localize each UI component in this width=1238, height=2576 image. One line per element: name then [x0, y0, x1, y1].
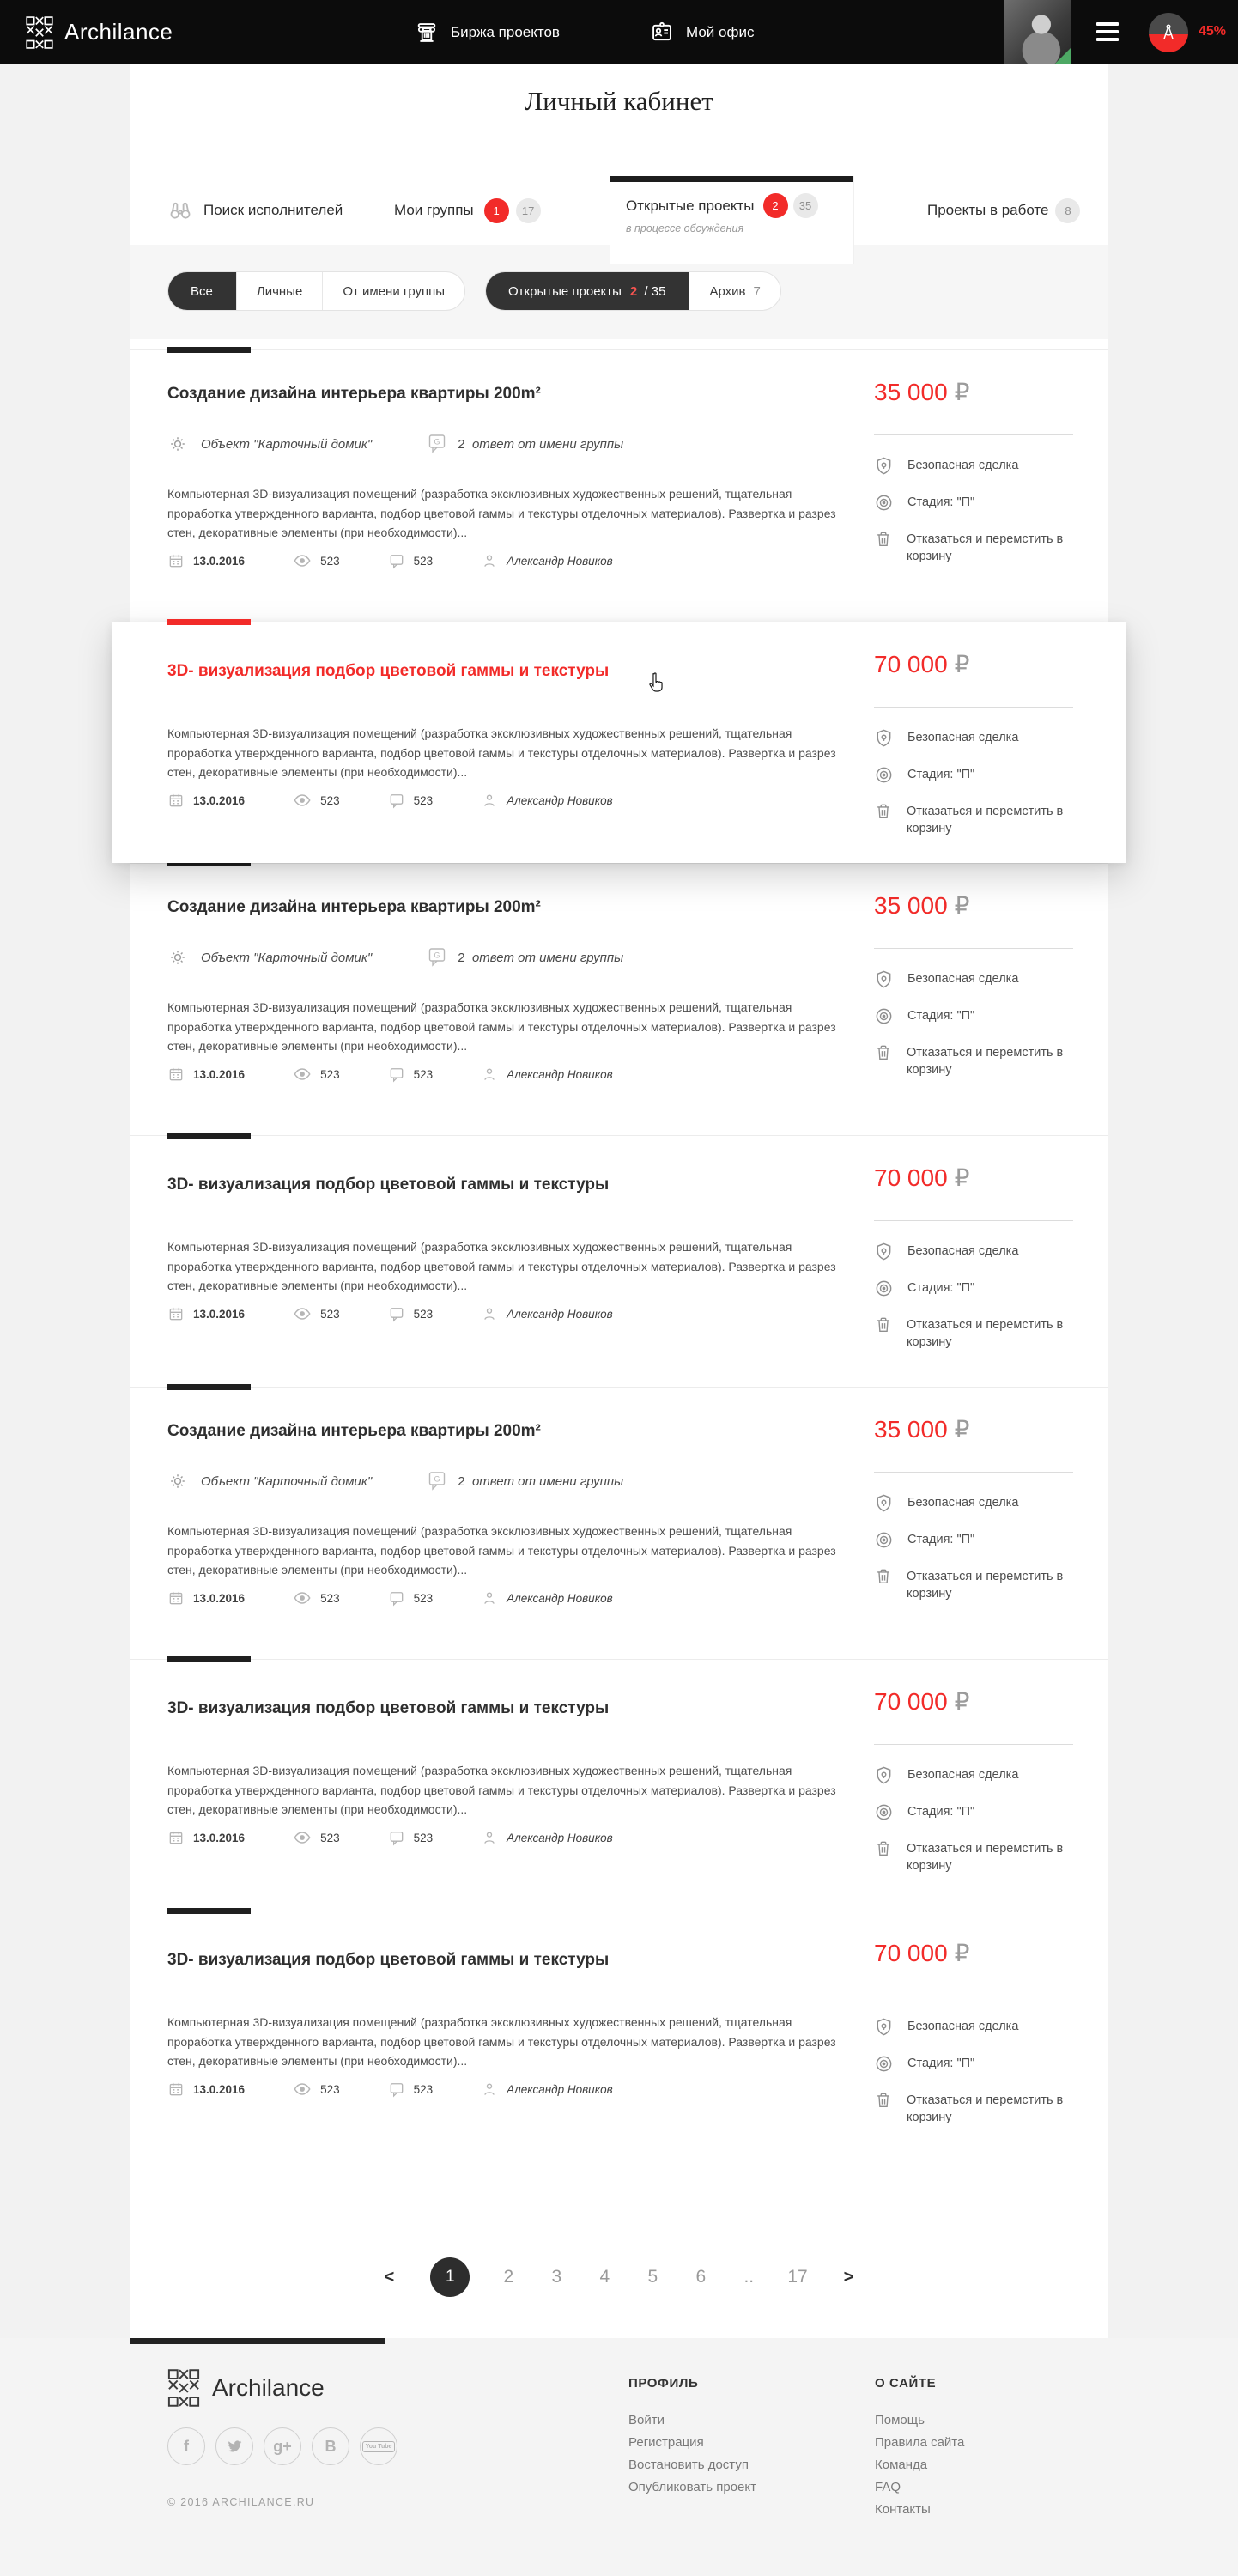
- author-icon: [481, 792, 498, 809]
- author-icon: [481, 1589, 498, 1607]
- profile-progress-value: 45%: [1199, 24, 1227, 39]
- archilance-grid-icon: [167, 2369, 200, 2407]
- object-label[interactable]: Объект "Карточный домик": [201, 950, 373, 965]
- project-stage-label: Стадия: "П": [907, 768, 975, 781]
- group-reply-icon: [427, 946, 447, 969]
- card-meta-row: [167, 1828, 613, 1847]
- shield-icon: [874, 728, 894, 748]
- secure-deal-label: Безопасная сделка: [907, 1244, 1019, 1258]
- shield-icon: [874, 1765, 894, 1785]
- project-description: Компьютерная 3D-визуализация помещений (разработка эксклюзивных художественных решений, тщательная проработка утвержденного варианта, подбор цветовой гаммы и текстуры отделочных материалов). Развертка и разрез стен, декоративные элементы (при необходимости)...: [167, 1240, 836, 1292]
- nav-label: Биржа проектов: [451, 23, 560, 40]
- menu-icon[interactable]: [1096, 22, 1119, 41]
- project-stage[interactable]: [874, 766, 974, 785]
- side-divider: [874, 948, 1073, 949]
- views-count: 523: [320, 554, 340, 568]
- decline-to-trash[interactable]: [874, 1316, 1102, 1351]
- project-card: [130, 622, 1108, 863]
- project-stage[interactable]: [874, 1007, 974, 1026]
- project-price: 35 000 ₽: [874, 1416, 970, 1443]
- currency-sign: ₽: [954, 892, 970, 919]
- project-date: 13.0.2016: [193, 1067, 246, 1081]
- archilance-grid-icon: [26, 16, 53, 49]
- footer-column-title: ПРОФИЛЬ: [628, 2376, 699, 2391]
- project-stage-label: Стадия: "П": [907, 1009, 975, 1023]
- open-count: 2: [629, 283, 638, 299]
- replies-count: 2: [458, 1473, 465, 1489]
- secure-deal[interactable]: [874, 1766, 1018, 1785]
- trash-icon: [874, 1839, 893, 1858]
- calendar-icon: [167, 1305, 185, 1322]
- views-count: 523: [320, 1591, 340, 1605]
- footer-logo[interactable]: [167, 2369, 325, 2407]
- card-meta-row: [167, 791, 613, 810]
- footer-column-profile: [628, 2376, 756, 2502]
- views-count: 523: [320, 1307, 340, 1321]
- filter-from-group[interactable]: От имени группы: [322, 272, 464, 310]
- calendar-icon: [167, 792, 185, 809]
- secure-deal-label: Безопасная сделка: [907, 459, 1019, 472]
- twitter-icon[interactable]: [215, 2427, 253, 2465]
- secure-deal-label: Безопасная сделка: [907, 731, 1019, 744]
- project-date: 13.0.2016: [193, 1831, 246, 1844]
- views-count: 523: [320, 793, 340, 807]
- side-divider: [874, 1220, 1073, 1221]
- object-label[interactable]: Объект "Карточный домик": [201, 1473, 373, 1489]
- secure-deal-label: Безопасная сделка: [907, 1496, 1019, 1510]
- project-date: 13.0.2016: [193, 2082, 246, 2096]
- author-icon: [481, 1305, 498, 1322]
- project-description: Компьютерная 3D-визуализация помещений (разработка эксклюзивных художественных решений, тщательная проработка утвержденного варианта, подбор цветовой гаммы и текстуры отделочных материалов). Развертка и разрез стен, декоративные элементы (при необходимости)...: [167, 2015, 836, 2068]
- brand-name: Archilance: [64, 19, 173, 45]
- currency-sign: ₽: [954, 1940, 970, 1966]
- project-price: 35 000 ₽: [874, 892, 970, 919]
- tab-label: Мои группы: [394, 202, 474, 218]
- target-icon: [874, 1802, 894, 1822]
- user-avatar[interactable]: [1004, 0, 1071, 64]
- footer-link[interactable]: Опубликовать проект: [628, 2480, 756, 2494]
- project-description: Компьютерная 3D-визуализация помещений (разработка эксклюзивных художественных решений, тщательная проработка утвержденного варианта, подбор цветовой гаммы и текстуры отделочных материалов). Развертка и разрез стен, декоративные элементы (при необходимости)...: [167, 1524, 836, 1577]
- comments-count: 523: [413, 554, 434, 568]
- copyright: © 2016 ARCHILANCE.RU: [167, 2496, 315, 2508]
- footer-link[interactable]: Войти: [628, 2413, 665, 2427]
- tab-label: Проекты в работе: [927, 202, 1049, 218]
- views-icon: [293, 551, 312, 570]
- card-meta-row: [167, 1065, 613, 1084]
- project-stage-label: Стадия: "П": [907, 1533, 975, 1546]
- shield-icon: [874, 1493, 894, 1513]
- gear-icon: [167, 434, 188, 454]
- side-divider: [874, 707, 1073, 708]
- target-icon: [874, 2054, 894, 2074]
- comments-icon: [388, 792, 405, 809]
- decline-to-trash[interactable]: [874, 1044, 1102, 1078]
- secure-deal-label: Безопасная сделка: [907, 2020, 1019, 2033]
- page-title: Личный кабинет: [525, 86, 713, 116]
- tab-open-projects[interactable]: [610, 176, 853, 264]
- currency-sign: ₽: [954, 651, 970, 677]
- decline-to-trash[interactable]: [874, 1568, 1102, 1602]
- card-accent-bar: [167, 347, 251, 353]
- author-icon: [481, 1829, 498, 1846]
- replies-count: 2: [458, 950, 465, 965]
- author-icon: [481, 552, 498, 569]
- project-stage-label: Стадия: "П": [907, 2057, 975, 2070]
- tab-label: Поиск исполнителей: [203, 202, 343, 218]
- side-divider: [874, 434, 1073, 435]
- footer-link[interactable]: Команда: [875, 2458, 928, 2472]
- tab-badge-new: 2: [763, 193, 788, 218]
- archive-count: 7: [753, 283, 761, 299]
- project-title[interactable]: Создание дизайна интерьера квартиры 200m²: [167, 1422, 541, 1440]
- main-panel: [130, 64, 1108, 2338]
- secure-deal[interactable]: [874, 1494, 1018, 1513]
- project-stage[interactable]: [874, 494, 974, 513]
- trash-icon: [874, 530, 893, 549]
- project-price: 70 000 ₽: [874, 651, 970, 677]
- shield-icon: [874, 969, 894, 989]
- tab-badge-new: 1: [484, 198, 509, 223]
- gear-icon: [167, 947, 188, 968]
- currency-sign: ₽: [954, 379, 970, 405]
- project-date: 13.0.2016: [193, 1307, 246, 1321]
- card-meta-row: [167, 2080, 613, 2099]
- secure-deal-label: Безопасная сделка: [907, 972, 1019, 986]
- target-icon: [874, 1530, 894, 1550]
- footer-link[interactable]: Правила сайта: [875, 2435, 965, 2450]
- comments-count: 523: [413, 2082, 434, 2096]
- filter-all[interactable]: Все: [167, 271, 236, 311]
- status-filter: [485, 271, 781, 311]
- pagination-page-3[interactable]: 3: [551, 2267, 562, 2287]
- tab-subtitle: в процессе обсуждения: [626, 222, 744, 234]
- social-links: [167, 2427, 397, 2465]
- tab-badge-total: 8: [1055, 198, 1080, 223]
- project-description: Компьютерная 3D-визуализация помещений (разработка эксклюзивных художественных решений, тщательная проработка утвержденного варианта, подбор цветовой гаммы и текстуры отделочных материалов). Развертка и разрез стен, декоративные элементы (при необходимости)...: [167, 1764, 836, 1816]
- calendar-icon: [167, 1066, 185, 1083]
- project-description: Компьютерная 3D-визуализация помещений (разработка эксклюзивных художественных решений, тщательная проработка утвержденного варианта, подбор цветовой гаммы и текстуры отделочных материалов). Развертка и разрез стен, декоративные элементы (при необходимости)...: [167, 487, 836, 539]
- currency-sign: ₽: [954, 1416, 970, 1443]
- currency-sign: ₽: [954, 1688, 970, 1715]
- comments-count: 523: [413, 1591, 434, 1605]
- shield-icon: [874, 456, 894, 476]
- nav-project-exchange[interactable]: [415, 0, 560, 64]
- project-price: 70 000 ₽: [874, 1688, 970, 1715]
- comments-icon: [388, 552, 405, 569]
- project-stage[interactable]: [874, 1803, 974, 1822]
- secure-deal[interactable]: [874, 970, 1018, 989]
- decline-to-trash[interactable]: [874, 2092, 1102, 2126]
- project-title[interactable]: 3D- визуализация подбор цветовой гаммы и текстуры: [167, 1951, 610, 1969]
- card-subtitle-row: [167, 433, 623, 455]
- project-card: [130, 1135, 1108, 1387]
- filter-open-projects[interactable]: Открытые проекты 2 / 35: [485, 271, 689, 311]
- project-stage[interactable]: [874, 2055, 974, 2074]
- project-title[interactable]: Создание дизайна интерьера квартиры 200m²: [167, 898, 541, 916]
- facebook-icon[interactable]: f: [167, 2427, 205, 2465]
- card-accent-bar: [167, 1133, 251, 1139]
- profile-progress-circle[interactable]: [1149, 13, 1188, 52]
- tab-my-groups[interactable]: [394, 176, 541, 245]
- pagination-prev[interactable]: <: [384, 2267, 395, 2287]
- card-meta-row: [167, 551, 613, 570]
- trash-icon: [874, 802, 893, 821]
- google-plus-icon[interactable]: g+: [264, 2427, 301, 2465]
- target-icon: [874, 765, 894, 785]
- project-author[interactable]: Александр Новиков: [507, 1067, 613, 1081]
- side-divider: [874, 1472, 1073, 1473]
- target-icon: [874, 493, 894, 513]
- comments-icon: [388, 1305, 405, 1322]
- project-card: [130, 1911, 1108, 2162]
- pagination: [130, 2256, 1108, 2299]
- logo[interactable]: [26, 0, 173, 64]
- project-card: [130, 1659, 1108, 1911]
- decline-to-trash-label: Отказаться и перемстить в корзину: [907, 1046, 1064, 1077]
- footer-link[interactable]: Помощь: [875, 2413, 925, 2427]
- project-stage[interactable]: [874, 1531, 974, 1550]
- views-icon: [293, 2080, 312, 2099]
- card-accent-bar: [167, 619, 251, 625]
- comments-icon: [388, 1589, 405, 1607]
- svg-text:G: G: [434, 437, 440, 447]
- card-accent-bar: [167, 1656, 251, 1662]
- pagination-page-5[interactable]: 5: [647, 2267, 658, 2287]
- group-reply-icon: [427, 1470, 447, 1492]
- replies-label: ответ от имени группы: [471, 1473, 624, 1489]
- card-subtitle-row: [167, 946, 623, 969]
- tab-badge-total: 17: [516, 198, 541, 223]
- filter-archive[interactable]: Архив 7: [689, 272, 780, 310]
- secure-deal[interactable]: [874, 457, 1018, 476]
- project-author[interactable]: Александр Новиков: [507, 1591, 613, 1605]
- project-list: [130, 349, 1108, 2162]
- pagination-page-2[interactable]: 2: [503, 2267, 514, 2287]
- mouse-cursor-icon: [646, 672, 666, 695]
- project-author[interactable]: Александр Новиков: [507, 1307, 613, 1321]
- footer-link[interactable]: Контакты: [875, 2502, 931, 2517]
- project-stage-label: Стадия: "П": [907, 495, 975, 509]
- comments-icon: [388, 1066, 405, 1083]
- ownership-filter: [167, 271, 465, 311]
- project-author[interactable]: Александр Новиков: [507, 1831, 613, 1844]
- pagination-page-1[interactable]: 1: [430, 2257, 470, 2297]
- trash-icon: [874, 1043, 893, 1062]
- target-icon: [874, 1006, 894, 1026]
- currency-sign: ₽: [954, 1164, 970, 1191]
- footer-link[interactable]: FAQ: [875, 2480, 901, 2494]
- tab-projects-in-work[interactable]: [927, 176, 1080, 245]
- comments-count: 523: [413, 1307, 434, 1321]
- compass-icon: [1159, 23, 1178, 42]
- project-title[interactable]: 3D- визуализация подбор цветовой гаммы и текстуры: [167, 1176, 610, 1194]
- project-price: 35 000 ₽: [874, 379, 970, 405]
- trash-icon: [874, 1315, 893, 1334]
- target-icon: [874, 1279, 894, 1298]
- tab-search-executors[interactable]: [167, 176, 343, 245]
- comments-count: 523: [413, 1831, 434, 1844]
- secure-deal[interactable]: [874, 729, 1018, 748]
- card-subtitle-row: [167, 1470, 623, 1492]
- secure-deal[interactable]: [874, 1242, 1018, 1261]
- project-title[interactable]: 3D- визуализация подбор цветовой гаммы и текстуры: [167, 662, 610, 680]
- decline-to-trash[interactable]: [874, 1840, 1102, 1874]
- nav-my-office[interactable]: [650, 0, 754, 64]
- svg-text:G: G: [434, 951, 440, 960]
- comments-count: 523: [413, 793, 434, 807]
- group-reply-icon: [427, 433, 447, 455]
- project-card: [130, 1387, 1108, 1659]
- project-title[interactable]: 3D- визуализация подбор цветовой гаммы и текстуры: [167, 1699, 610, 1717]
- project-date: 13.0.2016: [193, 793, 246, 807]
- trash-icon: [874, 1567, 893, 1586]
- pagination-page-6[interactable]: 6: [695, 2267, 707, 2287]
- card-accent-bar: [167, 1384, 251, 1390]
- card-accent-bar: [167, 1908, 251, 1914]
- tab-label: Открытые проекты: [626, 197, 755, 214]
- views-count: 523: [320, 2082, 340, 2096]
- behance-icon[interactable]: B: [312, 2427, 349, 2465]
- secure-deal[interactable]: [874, 2018, 1018, 2037]
- project-stage-label: Стадия: "П": [907, 1805, 975, 1819]
- column-icon: [415, 21, 439, 45]
- project-date: 13.0.2016: [193, 1591, 246, 1605]
- comments-icon: [388, 1829, 405, 1846]
- decline-to-trash-label: Отказаться и перемстить в корзину: [907, 532, 1064, 563]
- decline-to-trash-label: Отказаться и перемстить в корзину: [907, 2093, 1064, 2124]
- project-date: 13.0.2016: [193, 554, 246, 568]
- calendar-icon: [167, 2081, 185, 2098]
- calendar-icon: [167, 552, 185, 569]
- id-card-icon: [650, 21, 674, 45]
- top-bar: [0, 0, 1238, 64]
- views-icon: [293, 1589, 312, 1607]
- views-icon: [293, 791, 312, 810]
- footer-link[interactable]: Востановить доступ: [628, 2458, 749, 2472]
- footer-column-title: О САЙТЕ: [875, 2376, 937, 2391]
- trash-icon: [874, 2091, 893, 2110]
- project-card: [130, 349, 1108, 622]
- svg-text:G: G: [434, 1474, 440, 1484]
- decline-to-trash-label: Отказаться и перемстить в корзину: [907, 805, 1064, 835]
- secure-deal-label: Безопасная сделка: [907, 1768, 1019, 1782]
- replies-label: ответ от имени группы: [471, 436, 624, 452]
- youtube-icon[interactable]: You Tube: [360, 2427, 397, 2465]
- project-description: Компьютерная 3D-визуализация помещений (разработка эксклюзивных художественных решений, тщательная проработка утвержденного варианта, подбор цветовой гаммы и текстуры отделочных материалов). Развертка и разрез стен, декоративные элементы (при необходимости)...: [167, 1000, 836, 1053]
- binoculars-icon: [167, 197, 193, 223]
- decline-to-trash-label: Отказаться и перемстить в корзину: [907, 1318, 1064, 1349]
- project-stage-label: Стадия: "П": [907, 1281, 975, 1295]
- pagination-ellipsis: ..: [743, 2267, 755, 2287]
- side-divider: [874, 1744, 1073, 1745]
- author-icon: [481, 2081, 498, 2098]
- views-icon: [293, 1828, 312, 1847]
- tab-badge-total: 35: [793, 193, 818, 218]
- shield-icon: [874, 2017, 894, 2037]
- project-price: 70 000 ₽: [874, 1164, 970, 1191]
- comments-count: 523: [413, 1067, 434, 1081]
- project-description: Компьютерная 3D-визуализация помещений (разработка эксклюзивных художественных решений, тщательная проработка утвержденного варианта, подбор цветовой гаммы и текстуры отделочных материалов). Развертка и разрез стен, декоративные элементы (при необходимости)...: [167, 726, 836, 779]
- pagination-page-17[interactable]: 17: [787, 2267, 808, 2287]
- project-stage[interactable]: [874, 1279, 974, 1298]
- pagination-page-4[interactable]: 4: [599, 2267, 610, 2287]
- gear-icon: [167, 1471, 188, 1492]
- author-icon: [481, 1066, 498, 1083]
- project-card: [130, 863, 1108, 1135]
- views-icon: [293, 1304, 312, 1323]
- object-label[interactable]: Объект "Карточный домик": [201, 436, 373, 452]
- tabs: [130, 176, 1108, 245]
- calendar-icon: [167, 1589, 185, 1607]
- decline-to-trash[interactable]: [874, 531, 1102, 565]
- footer-column-about: [875, 2376, 964, 2524]
- brand-name: Archilance: [212, 2374, 325, 2401]
- calendar-icon: [167, 1829, 185, 1846]
- pagination-next[interactable]: >: [843, 2267, 854, 2287]
- footer: [0, 2338, 1238, 2576]
- decline-to-trash-label: Отказаться и перемстить в корзину: [907, 1842, 1064, 1873]
- views-count: 523: [320, 1831, 340, 1844]
- decline-to-trash-label: Отказаться и перемстить в корзину: [907, 1570, 1064, 1601]
- footer-link[interactable]: Регистрация: [628, 2435, 704, 2450]
- card-meta-row: [167, 1589, 613, 1607]
- project-author[interactable]: Александр Новиков: [507, 2082, 613, 2096]
- nav-label: Мой офис: [686, 23, 755, 40]
- replies-count: 2: [458, 436, 465, 452]
- comments-icon: [388, 2081, 405, 2098]
- project-price: 70 000 ₽: [874, 1940, 970, 1966]
- filter-personal[interactable]: Личные: [236, 272, 322, 310]
- views-icon: [293, 1065, 312, 1084]
- project-title[interactable]: Создание дизайна интерьера квартиры 200m²: [167, 385, 541, 403]
- decline-to-trash[interactable]: [874, 803, 1102, 837]
- replies-label: ответ от имени группы: [471, 950, 624, 965]
- project-author[interactable]: Александр Новиков: [507, 554, 613, 568]
- card-meta-row: [167, 1304, 613, 1323]
- shield-icon: [874, 1242, 894, 1261]
- views-count: 523: [320, 1067, 340, 1081]
- project-author[interactable]: Александр Новиков: [507, 793, 613, 807]
